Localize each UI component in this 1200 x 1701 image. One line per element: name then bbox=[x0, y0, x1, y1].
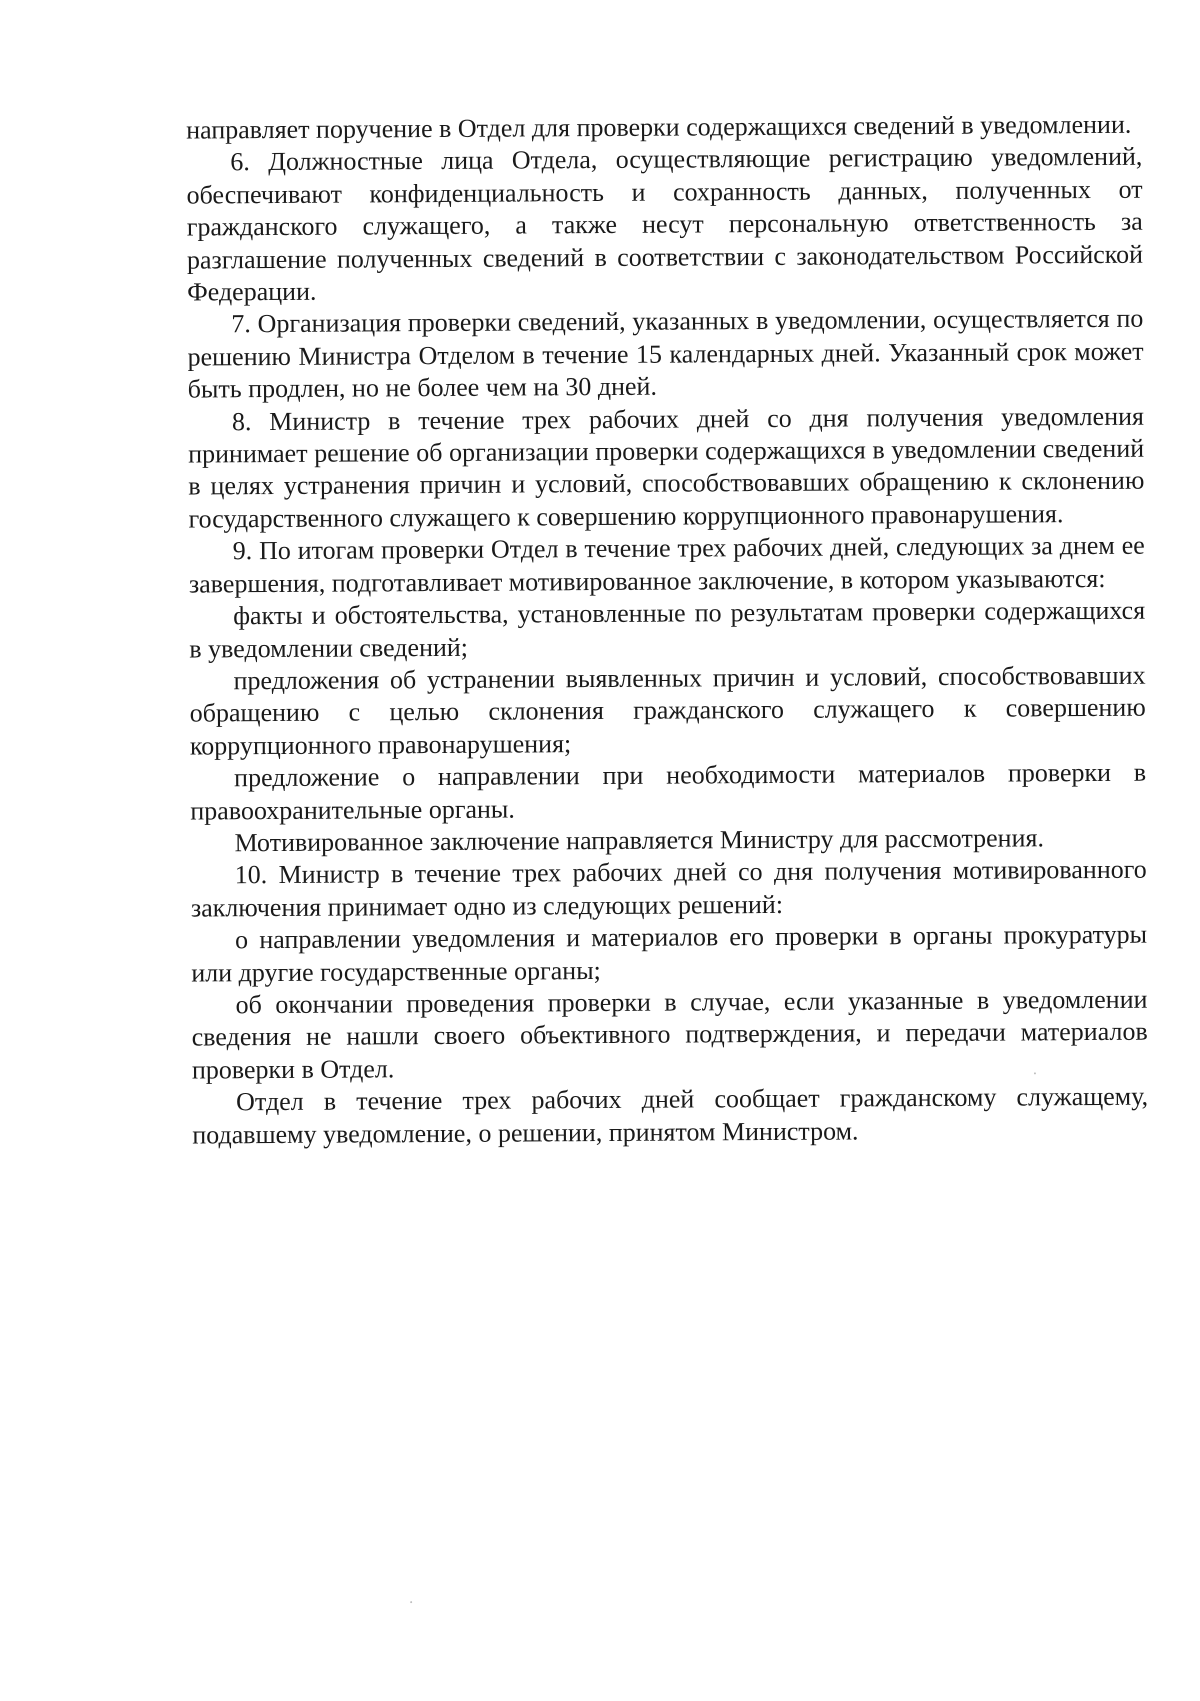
paragraph-item-7: 7. Организация проверки сведений, указанных в уведомлении, осуществляется по решению Министра Отделом в течение 15 календарных дней. Указанный срок может быть продлен, но не более чем на 30 дней. bbox=[187, 304, 1144, 404]
paragraph-item-10-option-referral: о направлении уведомления и материалов его проверки в органы прокуратуры или другие государственные органы; bbox=[191, 919, 1148, 988]
paragraph-notification: Отдел в течение трех рабочих дней сообщает гражданскому служащему, подавшему уведомление, о решении, принятом Министром. bbox=[192, 1081, 1149, 1150]
paragraph-item-9: 9. По итогам проверки Отдел в течение трех рабочих дней, следующих за днем ее завершения, подготавливает мотивированное заключение, в котором указываются: bbox=[188, 530, 1145, 599]
scan-speck bbox=[1034, 1072, 1036, 1074]
paragraph-item-9-proposals: предложения об устранении выявленных причин и условий, способствовавших обращению с целью склонения гражданского служащего к совершению коррупционного правонарушения; bbox=[189, 660, 1146, 761]
paragraph-item-9-referral: предложение о направлении при необходимости материалов проверки в правоохранительные органы. bbox=[190, 757, 1147, 826]
scan-speck bbox=[410, 1601, 412, 1603]
paragraph-conclusion-sent: Мотивированное заключение направляется Министру для рассмотрения. bbox=[234, 823, 1044, 858]
paragraph-continuation: направляет поручение в Отдел для проверки содержащихся сведений в уведомлении. bbox=[186, 109, 1132, 145]
paragraph-item-6: 6. Должностные лица Отдела, осуществляющие регистрацию уведомлений, обеспечивают конфиденциальность и сохранность данных, полученных от гражданского служащего, а также несут персональную ответственность за разглашение полученных сведений в соответствии с законодательством Российской Федерации. bbox=[186, 142, 1144, 307]
paragraph-item-10: 10. Министр в течение трех рабочих дней со дня получения мотивированного заключения принимает одно из следующих решений: bbox=[190, 855, 1147, 923]
paragraph-item-8: 8. Министр в течение трех рабочих дней со дня получения уведомления принимает решение об организации проверки содержащихся в уведомлении сведений в целях устранения причин и условий, способствовавших обращению к склонению государственного служащего к совершению коррупционного правонарушения. bbox=[188, 401, 1145, 534]
paragraph-item-10-option-close: об окончании проведения проверки в случае, если указанные в уведомлении сведения не нашли своего объективного подтверждения, и передачи материалов проверки в Отдел. bbox=[191, 984, 1148, 1085]
paragraph-item-9-facts: факты и обстоятельства, установленные по результатам проверки содержащихся в уведомлении сведений; bbox=[189, 595, 1146, 664]
document-body bbox=[186, 109, 1148, 1152]
